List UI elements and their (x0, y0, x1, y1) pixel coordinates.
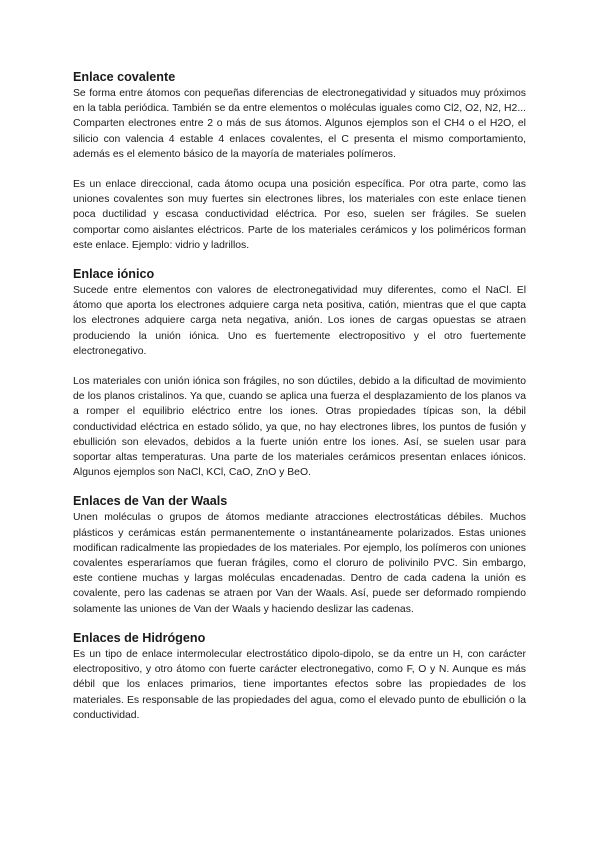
section-heading: Enlaces de Hidrógeno (73, 630, 206, 645)
section-hidrogeno (73, 631, 526, 723)
paragraph: Es un tipo de enlace intermolecular electrostático dipolo-dipolo, se da entre un H, con carácter electropositivo, y otro átomo con fuerte carácter electronegativo, como F, O y N. Aunque es más débil que los enlaces primarios, tiene importantes efectos sobre las propiedades de los materiales. Es responsable de las propiedades del agua, como el elevado punto de ebullición o la conductividad. (73, 648, 526, 721)
paragraph: Unen moléculas o grupos de átomos mediante atracciones electrostáticas débiles. Muchos plásticos y cerámicas están permanentemente o instantáneamente polarizados. Estas uniones modifican radicalmente las propiedades de los materiales. Por ejemplo, los polímeros con uniones covalentes esperaríamos que fueran frágiles, como el cloruro de polivinilo PVC. Sin embargo, este contiene muchas y largas moléculas encadenadas. Dentro de cada cadena la unión es covalente, pero las cadenas se atraen por Van der Waals. Así, puede ser deformado rompiendo solamente las uniones de Van der Waals y haciendo deslizar las cadenas. (73, 512, 526, 615)
paragraph: Los materiales con unión iónica son frágiles, no son dúctiles, debido a la dificultad de movimiento de los planos cristalinos. Ya que, cuando se aplica una fuerza el desplazamiento de los planos va a romper el equilibrio eléctrico entre los iones. Otras propiedades típicas son, la débil conductividad eléctrica en estado sólido, ya que, no hay electrones libres, los puntos de fusión y ebullición son elevados, debidos a la fuerte unión entre los iones. Así, se suelen usar para soportar altas temperaturas. Una parte de los materiales cerámicos presentan enlaces iónicos. Algunos ejemplos son NaCl, KCl, CaO, ZnO y BeO. (73, 376, 526, 479)
section-heading: Enlaces de Van der Waals (73, 494, 228, 509)
section-heading: Enlace covalente (73, 70, 176, 84)
paragraph: Es un enlace direccional, cada átomo ocupa una posición específica. Por otra parte, como las uniones covalentes son muy fuertes sin electrones libres, los materiales con este enlace tienen poca ductilidad y escasa conductividad eléctrica. Por eso, suelen ser frágiles. Se suelen comportar como aislantes eléctricos. Parte de los materiales cerámicos y los poliméricos forman este enlace. Ejemplo: vidrio y ladrillos. (73, 179, 526, 251)
section-enlace-covalente (73, 70, 526, 253)
paragraph: Se forma entre átomos con pequeñas diferencias de electronegatividad y situados muy próximos en la tabla periódica. También se da entre elementos o moléculas iguales como Cl2, O2, N2, H2... Comparten electrones entre 2 o más de sus átomos. Algunos ejemplos son el CH4 o el H2O, el silicio con valencia 4 estable 4 enlaces covalentes, el C presenta el mismo comportamiento, además es el elemento básico de la mayoría de materiales polímeros. (73, 88, 526, 160)
document-page (73, 70, 526, 723)
section-heading: Enlace iónico (73, 267, 155, 282)
section-van-der-waals (73, 494, 526, 616)
section-enlace-ionico (73, 267, 526, 480)
paragraph: Sucede entre elementos con valores de electronegatividad muy diferentes, como el NaCl. El átomo que aporta los electrones adquiere carga neta positiva, catión, mientras que el que capta los electrones adquiere carga neta negativa, anión. Los iones de cargas opuestas se atraen produciendo la unión iónica. Uno es fuertemente electropositivo y el otro fuertemente electronegativo. (73, 285, 526, 357)
